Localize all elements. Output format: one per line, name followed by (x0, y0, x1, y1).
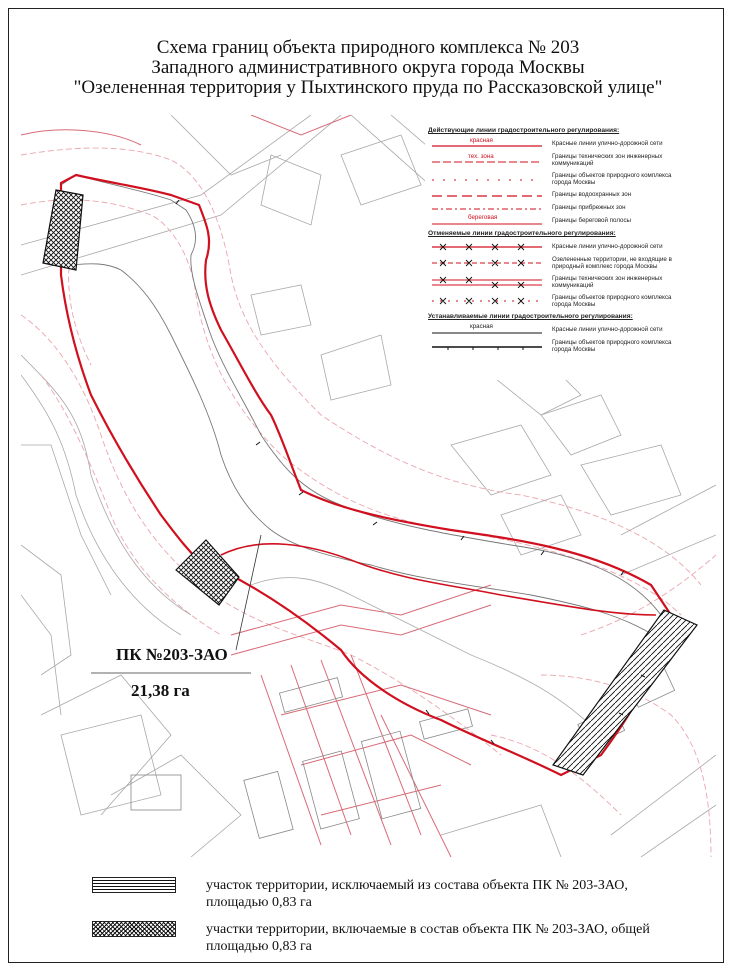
river-boundary (221, 544, 656, 615)
map-title (0, 38, 736, 98)
cancelled-red-line-symbol (428, 241, 546, 253)
excluded-area (553, 610, 697, 775)
water-zone-symbol (428, 189, 546, 201)
map-legend (425, 125, 687, 380)
title-line-2: Западного административного округа города Москвы (151, 57, 585, 78)
cancelled-nature-boundary-symbol (428, 295, 546, 307)
nature-boundary-symbol (428, 173, 546, 185)
red-lines (21, 115, 491, 857)
legend-row: Границы технических зон инженерных коммуникаций (428, 272, 687, 291)
label-leader (236, 535, 261, 650)
legend-row: Границы объектов природного комплекса города Москвы (428, 169, 687, 188)
included-area-middle (176, 540, 239, 605)
title-line-1: Схема границ объекта природного комплекса № 203 (156, 37, 580, 58)
included-legend-text: участки территории, включаемые в состав объекта ПК № 203-ЗАО, общей площадью 0,83 га (206, 922, 650, 954)
title-line-3: "Озелененная территория у Пыхтинского пруда по Рассказовской улице" (73, 77, 663, 98)
legend-row: Озелененные территории, не входящие в природный комплекс города Москвы (428, 253, 687, 272)
legend-row: Границы объектов природного комплекса города Москвы (428, 336, 687, 355)
river-bank (251, 578, 601, 735)
excluded-legend-item (92, 877, 676, 911)
legend-row: Границы прибрежных зон (428, 201, 687, 214)
included-area-north (43, 190, 83, 270)
excluded-legend-text: участок территории, исключаемый из состава объекта ПК № 203-ЗАО, площадью 0,83 га (206, 878, 628, 910)
legend-cancelled-header: Отменяемые линии градостроительного регулирования: (428, 230, 616, 237)
legend-existing-header: Действующие линии градостроительного регулирования: (428, 127, 620, 134)
legend-row: красная Красные линии улично-дорожной сети (428, 323, 687, 336)
new-nature-boundary-symbol (428, 340, 546, 352)
cross-hatch-swatch (92, 921, 176, 937)
red-line-symbol: красная (470, 136, 493, 144)
cancelled-tech-zone-symbol (428, 276, 546, 288)
legend-row: береговая Границы береговой полосы (428, 214, 687, 227)
legend-row: тех. зона Границы технических зон инженерных коммуникаций (428, 150, 687, 169)
new-red-line-symbol: красная (470, 322, 493, 330)
legend-row: красная Красные линии улично-дорожной сети (428, 137, 687, 150)
legend-established-header: Устанавливаемые линии градостроительного регулирования: (428, 313, 633, 320)
legend-row: Красные линии улично-дорожной сети (428, 240, 687, 253)
shore-strip-symbol: береговая (468, 213, 498, 221)
tech-zone-symbol: тех. зона (468, 152, 494, 160)
horizontal-hatch-swatch (92, 877, 176, 893)
object-area-label: 21,38 га (131, 681, 190, 700)
included-legend-item (92, 921, 676, 955)
cancelled-green-symbol (428, 257, 546, 269)
object-code-label: ПК №203-ЗАО (116, 645, 228, 664)
legend-row: Границы водоохранных зон (428, 188, 687, 201)
legend-row: Границы объектов природного комплекса города Москвы (428, 291, 687, 310)
map-area[interactable] (21, 115, 716, 857)
coastal-zone-symbol (428, 202, 546, 214)
